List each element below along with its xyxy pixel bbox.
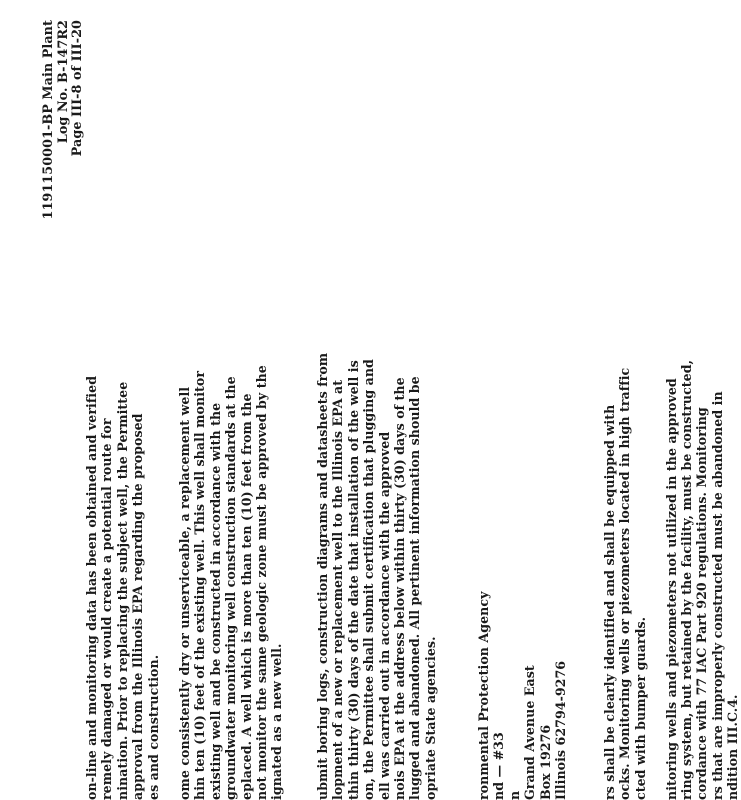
text-line: lopment of a new or replacement well to the Illinois EPA at: [330, 379, 346, 800]
text-line: eplaced. A well which is more than ten (10) feet from the: [238, 393, 254, 800]
paragraph-verification: [84, 0, 161, 800]
blank-line: [648, 0, 663, 800]
text-line: ubmit boring logs, construction diagrams and datasheets from: [315, 352, 330, 800]
text-line: not monitor the same geologic zone must be approved by the: [254, 365, 270, 800]
mailing-address: [476, 0, 568, 800]
text-line: thin thirty (30) days of the date that installation of the well is: [345, 360, 361, 800]
paragraph-replacement-well: [177, 0, 285, 800]
text-line: approval from the Illinois EPA regarding the proposed: [130, 413, 146, 800]
text-line: cordance with 77 IAC Part 920 regulations. Monitoring: [694, 407, 710, 800]
text-line: nination. Prior to replacing the subject well, the Permittee: [114, 381, 130, 800]
header-permit-id: 1191150001-BP Main Plant: [41, 20, 56, 220]
text-line: groundwater monitoring well construction standards at the: [223, 376, 239, 800]
text-line: ocks. Monitoring wells or piezometers located in high traffic: [617, 367, 633, 800]
text-line: nitoring wells and piezometers not utilized in the approved: [663, 378, 679, 800]
text-line: on, the Permittee shall submit certification that plugging and: [361, 359, 377, 800]
text-line: es and construction.: [145, 654, 161, 800]
text-line: remely damaged or would create a potential route for: [99, 418, 115, 800]
text-line: ome consistently dry or unserviceable, a replacement well: [177, 386, 192, 800]
address-line: Illinois 62794-9276: [553, 660, 569, 800]
text-line: opriate State agencies.: [422, 636, 438, 800]
text-line: lugged and abandoned. All pertinent information should be: [407, 376, 423, 800]
address-line: Grand Avenue East: [522, 665, 538, 800]
paragraph-monitoring-wells: [602, 0, 741, 800]
permit-header: [42, 20, 86, 220]
text-line: ignated as a new well.: [269, 643, 285, 800]
text-line: rs that are improperly constructed must be abandoned in: [709, 391, 725, 800]
text-line: nois EPA at the address below within thirty (30) days of the: [392, 377, 408, 800]
header-log-number: Log No. B-147R2: [55, 20, 71, 144]
address-line: nd — #33: [491, 732, 507, 800]
address-line: Box 19276: [537, 724, 553, 800]
text-line: cted with bumper guards.: [632, 616, 648, 800]
text-line: rs shall be clearly identified and shall be equipped with: [602, 404, 617, 800]
address-line: ronmental Protection Agency: [476, 591, 491, 800]
text-line: ell was carried out in accordance with the approved: [376, 431, 392, 800]
paragraph-boring-logs: [315, 0, 438, 800]
text-line: existing well and be constructed in accordance with the: [207, 402, 223, 800]
text-line: ndition III.C.4.: [725, 694, 741, 800]
address-line: n: [506, 790, 522, 800]
text-line: hin ten (10) feet of the existing well. This well shall monitor: [192, 370, 208, 800]
text-line: on-line and monitoring data has been obtained and verified: [84, 375, 99, 800]
text-line: ring system, but retained by the facility, must be constructed,: [679, 359, 695, 800]
header-page-number: Page III-8 of III-20: [70, 20, 86, 157]
